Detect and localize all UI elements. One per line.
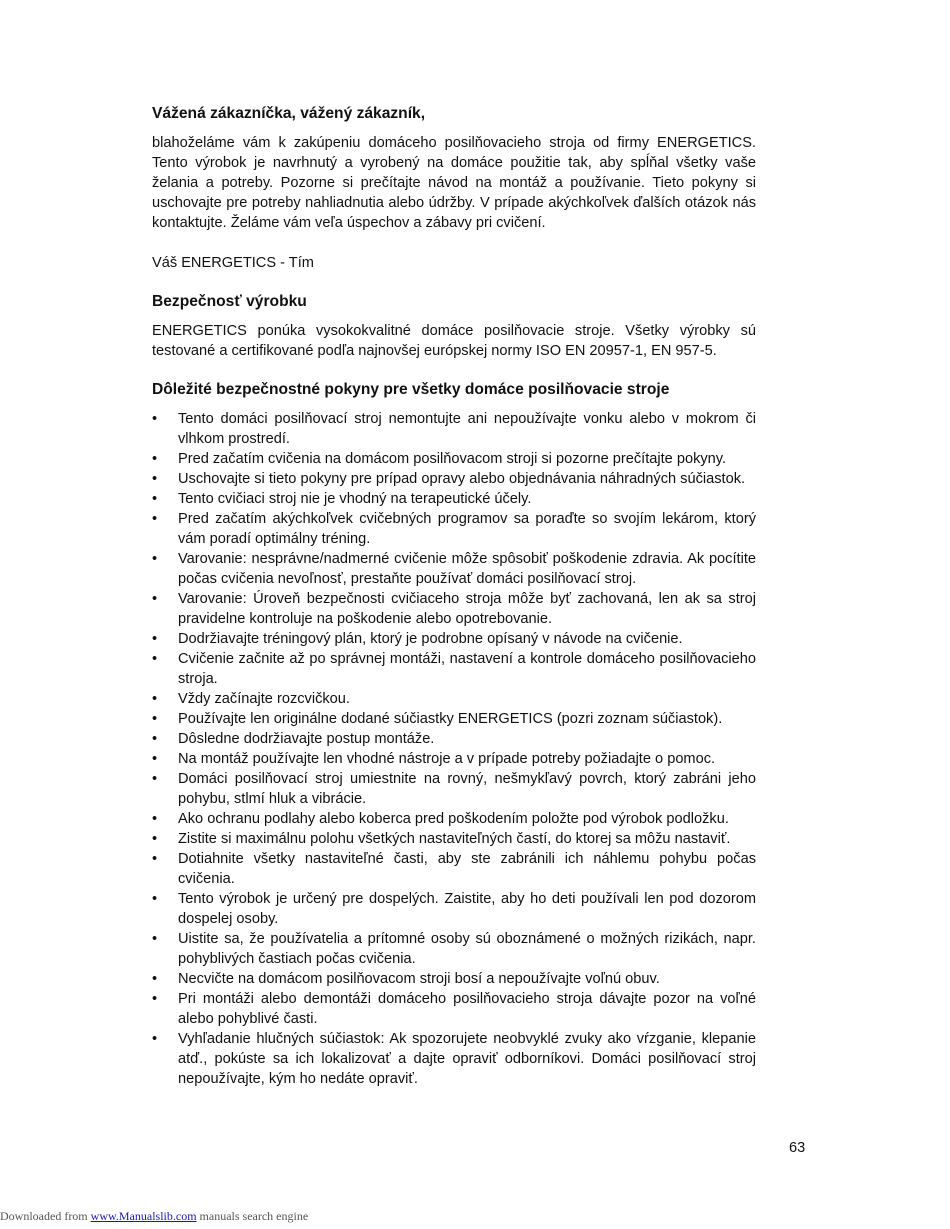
manualslib-link[interactable]: www.Manualslib.com (90, 1209, 197, 1223)
list-item: • Dôsledne dodržiavajte postup montáže. (152, 729, 756, 749)
page-content (152, 103, 756, 1089)
list-item: • Dotiahnite všetky nastaviteľné časti, aby ste zabránili ich náhlemu pohybu počas cvičenia. (152, 849, 756, 889)
list-item: • Uschovajte si tieto pokyny pre prípad opravy alebo objednávania náhradných súčiastok. (152, 469, 756, 489)
list-item: • Pri montáži alebo demontáži domáceho posilňovacieho stroja dávajte pozor na voľné alebo pohyblivé časti. (152, 989, 756, 1029)
greeting-heading: Vážená zákazníčka, vážený zákazník, (152, 105, 426, 122)
page-number: 63 (789, 1140, 806, 1156)
safety-heading: Bezpečnosť výrobku (152, 293, 307, 310)
list-item: • Tento výrobok je určený pre dospelých. Zaistite, aby ho deti používali len pod dozorom dospelej osoby. (152, 889, 756, 929)
list-item: • Domáci posilňovací stroj umiestnite na rovný, nešmykľavý povrch, ktorý zabráni jeho pohybu, stlmí hluk a vibrácie. (152, 769, 756, 809)
list-item: • Používajte len originálne dodané súčiastky ENERGETICS (pozri zoznam súčiastok). (152, 709, 756, 729)
safety-rules-list (152, 409, 756, 1089)
list-item: • Necvičte na domácom posilňovacom stroji bosí a nepoužívajte voľnú obuv. (152, 969, 756, 989)
list-item: • Zistite si maximálnu polohu všetkých nastaviteľných častí, do ktorej sa môžu nastaviť. (152, 829, 756, 849)
list-item: • Varovanie: nesprávne/nadmerné cvičenie môže spôsobiť poškodenie zdravia. Ak pocítite počas cvičenia nevoľnosť, prestaňte používať domáci posilňovací stroj. (152, 549, 756, 589)
footer-suffix: manuals search engine (196, 1209, 309, 1223)
list-item: • Cvičenie začnite až po správnej montáži, nastavení a kontrole domáceho posilňovacieho stroja. (152, 649, 756, 689)
intro-paragraph: blahoželáme vám k zakúpeniu domáceho posilňovacieho stroja od firmy ENERGETICS. Tento výrobok je navrhnutý a vyrobený na domáce použitie tak, aby spĺňal všetky vaše želania a potreby. Pozorne si prečítajte návod na montáž a používanie. Tieto pokyny si uschovajte pre potreby nahliadnutia alebo údržby. V prípade akýchkoľvek ďalších otázok nás kontaktujte. Želáme vám veľa úspechov a zábavy pri cvičení. (152, 135, 756, 231)
list-item: • Pred začatím cvičenia na domácom posilňovacom stroji si pozorne prečítajte pokyny. (152, 449, 756, 469)
download-footer (0, 1208, 308, 1224)
list-item: • Tento domáci posilňovací stroj nemontujte ani nepoužívajte vonku alebo v mokrom či vlhkom prostredí. (152, 409, 756, 449)
footer-prefix: Downloaded from (0, 1209, 91, 1223)
list-item: • Varovanie: Úroveň bezpečnosti cvičiaceho stroja môže byť zachovaná, len ak sa stroj pravidelne kontroluje na poškodenie alebo opotrebovanie. (152, 589, 756, 629)
list-item: • Na montáž používajte len vhodné nástroje a v prípade potreby požiadajte o pomoc. (152, 749, 756, 769)
rules-heading: Dôležité bezpečnostné pokyny pre všetky domáce posilňovacie stroje (152, 381, 670, 398)
list-item: • Uistite sa, že používatelia a prítomné osoby sú oboznámené o možných rizikách, napr. pohyblivých častiach počas cvičenia. (152, 929, 756, 969)
signature: Váš ENERGETICS - Tím (152, 255, 314, 271)
list-item: • Ako ochranu podlahy alebo koberca pred poškodením položte pod výrobok podložku. (152, 809, 756, 829)
safety-paragraph: ENERGETICS ponúka vysokokvalitné domáce posilňovacie stroje. Všetky výrobky sú testované a certifikované podľa najnovšej európskej normy ISO EN 20957-1, EN 957-5. (152, 323, 756, 359)
list-item: • Vyhľadanie hlučných súčiastok: Ak spozorujete neobvyklé zvuky ako vŕzganie, klepanie atď., pokúste sa ich lokalizovať a dajte opraviť odborníkovi. Domáci posilňovací stroj nepoužívajte, kým ho nedáte opraviť. (152, 1029, 756, 1089)
list-item: • Tento cvičiaci stroj nie je vhodný na terapeutické účely. (152, 489, 756, 509)
list-item: • Dodržiavajte tréningový plán, ktorý je podrobne opísaný v návode na cvičenie. (152, 629, 756, 649)
list-item: • Vždy začínajte rozcvičkou. (152, 689, 756, 709)
list-item: • Pred začatím akýchkoľvek cvičebných programov sa poraďte so svojím lekárom, ktorý vám poradí optimálny tréning. (152, 509, 756, 549)
